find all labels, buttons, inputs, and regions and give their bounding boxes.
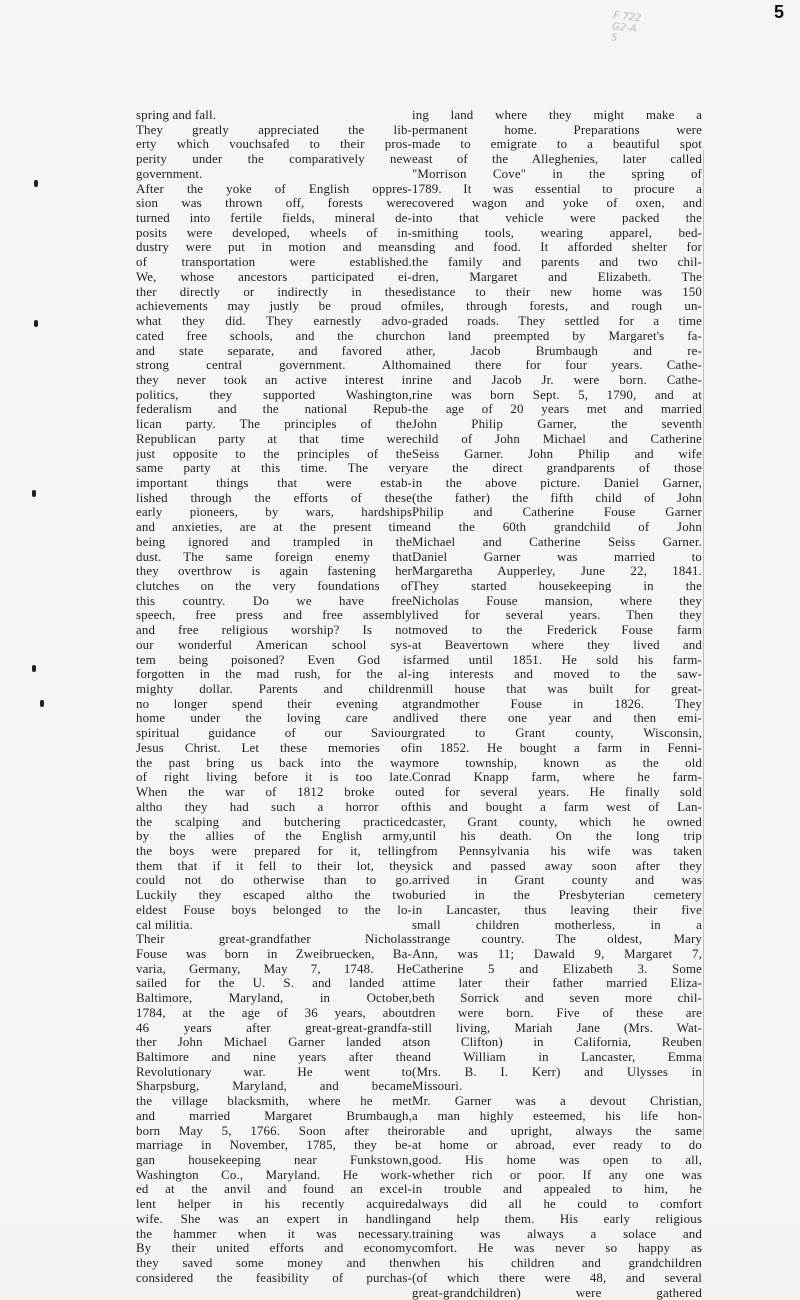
text-line: wife. She was an expert in handling [136, 1212, 412, 1227]
text-line: moved to the Frederick Fouse farm [412, 623, 702, 638]
text-line: ding and food. It afforded shelter for [412, 240, 702, 255]
text-line: grandmother Fouse in 1826. They [412, 697, 702, 712]
text-line: beth Sorrick and seven more chil- [412, 991, 702, 1006]
text-line: (Mrs. B. I. Kerr) and Ulysses in [412, 1065, 702, 1080]
text-line: caster, Grant county, which he owned [412, 815, 702, 830]
text-line: Conrad Knapp farm, where he farm- [412, 770, 702, 785]
text-line: turned into fertile fields, mineral de- [136, 211, 412, 226]
text-line: strong central government. Altho [136, 358, 412, 373]
text-line: covered wagon and yoke of oxen, and [412, 196, 702, 211]
text-line: Michael and Catherine Seiss Garner. [412, 535, 702, 550]
text-line: After the yoke of English oppres- [136, 182, 412, 197]
text-line: and the 60th grandchild of John [412, 520, 702, 535]
text-line: Luckily they escaped altho the two [136, 888, 412, 903]
text-line: and married Margaret Brumbaugh, [136, 1109, 412, 1124]
text-line: ther John Michael Garner landed at [136, 1035, 412, 1050]
text-line: tem being poisoned? Even God is [136, 653, 412, 668]
text-line: dren, Margaret and Elizabeth. The [412, 270, 702, 285]
text-line: ing land where they might make a [412, 108, 702, 123]
text-line: marriage in November, 1785, they be- [136, 1138, 412, 1153]
text-line: this and bought a farm west of Lan- [412, 800, 702, 815]
text-line: a man highly esteemed, his life hon- [412, 1109, 702, 1124]
text-line: eldest Fouse boys belonged to the lo- [136, 903, 412, 918]
text-line: They greatly appreciated the lib- [136, 123, 412, 138]
text-line: rine was born Sept. 5, 1790, and at [412, 388, 702, 403]
text-line: no longer spend their evening at [136, 697, 412, 712]
text-line: 1784, at the age of 36 years, about [136, 1006, 412, 1021]
pencil-annotation [610, 10, 683, 50]
text-line: early pioneers, by wars, hardships [136, 505, 412, 520]
text-line: forgotten in the mad rush, for the al- [136, 667, 412, 682]
text-line: sion was thrown off, forests were [136, 196, 412, 211]
text-line: of transportation were established. [136, 255, 412, 270]
margin-speck [40, 700, 44, 707]
text-line: and William in Lancaster, Emma [412, 1050, 702, 1065]
text-line: mained there for four years. Cathe- [412, 358, 702, 373]
text-line: in the above picture. Daniel Garner, [412, 476, 702, 491]
text-line: When the war of 1812 broke out [136, 785, 412, 800]
margin-speck [32, 490, 36, 497]
text-line: mighty dollar. Parents and children [136, 682, 412, 697]
text-line: in trouble and appealed to him, he [412, 1182, 702, 1197]
text-line: Margaretha Aupperley, June 22, 1841. [412, 564, 702, 579]
left-text-column [136, 108, 412, 1286]
text-line: the hammer when it was necessary. [136, 1227, 412, 1242]
text-line: Seiss Garner. John Philip and wife [412, 447, 702, 462]
text-line: the boys were prepared for it, telling [136, 844, 412, 859]
text-line: into that vehicle were packed the [412, 211, 702, 226]
text-line: same party at this time. The very [136, 461, 412, 476]
text-line: what they did. They earnestly advo- [136, 314, 412, 329]
text-line: graded roads. They settled for a time [412, 314, 702, 329]
text-line: Baltimore and nine years after the [136, 1050, 412, 1065]
text-line: ed for several years. He finally sold [412, 785, 702, 800]
text-line: whether rich or poor. If any one was [412, 1168, 702, 1183]
text-line: varia, Germany, May 7, 1748. He [136, 962, 412, 977]
text-line: Revolutionary war. He went to [136, 1065, 412, 1080]
text-line: the scalping and butchering practiced [136, 815, 412, 830]
text-line: politics, they supported Washington, [136, 388, 412, 403]
text-line: gan housekeeping near Funkstown, [136, 1153, 412, 1168]
text-line: smithing tools, wearing apparel, bed- [412, 226, 702, 241]
text-line: good. His home was open to all, [412, 1153, 702, 1168]
text-line: small children motherless, in a [412, 918, 702, 933]
text-line: the age of 20 years met and married [412, 402, 702, 417]
text-line: considered the feasibility of purchas- [136, 1271, 412, 1286]
text-line: on land preempted by Margaret's fa- [412, 329, 702, 344]
text-line: great-grandchildren) were gathered [412, 1286, 702, 1300]
text-line: at Beavertown where they lived and [412, 638, 702, 653]
text-line: ed at the anvil and found an excel- [136, 1182, 412, 1197]
column-edge-rule [703, 150, 704, 1140]
text-line: Republican party at that time were [136, 432, 412, 447]
text-line: Jesus Christ. Let these memories of [136, 741, 412, 756]
text-line: mill house that was built for great- [412, 682, 702, 697]
text-line: government. [136, 167, 412, 182]
text-line: altho they had such a horror of [136, 800, 412, 815]
text-line: Fouse was born in Zweibruecken, Ba- [136, 947, 412, 962]
text-line: sick and passed away soon after they [412, 859, 702, 874]
text-line: in 1852. He bought a farm in Fenni- [412, 741, 702, 756]
text-line: this country. Do we have free [136, 594, 412, 609]
text-line: and help them. His early religious [412, 1212, 702, 1227]
text-line: son Clifton) in California, Reuben [412, 1035, 702, 1050]
text-line: farmed until 1851. He sold his farm- [412, 653, 702, 668]
text-line: in Lancaster, thus leaving their five [412, 903, 702, 918]
text-line: John Philip Garner, the seventh [412, 417, 702, 432]
text-line: home under the loving care and [136, 711, 412, 726]
text-line: they saved some money and then [136, 1256, 412, 1271]
text-line: could not do otherwise than to go. [136, 873, 412, 888]
right-text-column [412, 108, 702, 1300]
text-line: Sharpsburg, Maryland, and became [136, 1079, 412, 1094]
pencil-note-line: 5 [610, 32, 681, 50]
text-line: comfort. He was never so happy as [412, 1241, 702, 1256]
text-line: clutches on the very foundations of [136, 579, 412, 594]
text-line: lived there one year and then emi- [412, 711, 702, 726]
text-line: them that if it fell to their lot, they [136, 859, 412, 874]
text-line: "Morrison Cove" in the spring of [412, 167, 702, 182]
text-line: dust. The same foreign enemy that [136, 550, 412, 565]
text-line: cated free schools, and the church [136, 329, 412, 344]
text-line: the village blacksmith, where he met [136, 1094, 412, 1109]
text-line: lished through the efforts of these [136, 491, 412, 506]
text-line: and anxieties, are at the present time [136, 520, 412, 535]
text-line: still living, Mariah Jane (Mrs. Wat- [412, 1021, 702, 1036]
text-line: training was always a solace and [412, 1227, 702, 1242]
text-line: permanent home. Preparations were [412, 123, 702, 138]
text-line: the family and parents and two chil- [412, 255, 702, 270]
text-line: ing interests and moved to the saw- [412, 667, 702, 682]
text-line: by the allies of the English army, [136, 829, 412, 844]
text-line: rine and Jacob Jr. were born. Cathe- [412, 373, 702, 388]
text-line: grated to Grant county, Wisconsin, [412, 726, 702, 741]
text-line: federalism and the national Repub- [136, 402, 412, 417]
text-line: cal militia. [136, 918, 412, 933]
text-line: born May 5, 1766. Soon after their [136, 1124, 412, 1139]
text-line: important things that were estab- [136, 476, 412, 491]
text-line: Nicholas Fouse mansion, where they [412, 594, 702, 609]
text-line: (of which there were 48, and several [412, 1271, 702, 1286]
text-line: sailed for the U. S. and landed at [136, 976, 412, 991]
text-line: lived for several years. Then they [412, 608, 702, 623]
text-line: Their great-grandfather Nicholas [136, 932, 412, 947]
text-line: arrived in Grant county and was [412, 873, 702, 888]
text-line: Catherine 5 and Elizabeth 3. Some [412, 962, 702, 977]
text-line: lent helper in his recently acquired [136, 1197, 412, 1212]
text-line: posits were developed, wheels of in- [136, 226, 412, 241]
text-line: and free religious worship? Is not [136, 623, 412, 638]
text-line: east of the Alleghenies, later called [412, 152, 702, 167]
text-line: Philip and Catherine Fouse Garner [412, 505, 702, 520]
text-line: miles, through forests, and rough un- [412, 299, 702, 314]
text-line: Baltimore, Maryland, in October, [136, 991, 412, 1006]
text-line: We, whose ancestors participated ei- [136, 270, 412, 285]
text-line: from Pennsylvania his wife was taken [412, 844, 702, 859]
text-line: spiritual guidance of our Saviour [136, 726, 412, 741]
text-line: 1789. It was essential to procure a [412, 182, 702, 197]
text-line: ther directly or indirectly in these [136, 285, 412, 300]
text-line: Ann, was 11; Dawald 9, Margaret 7, [412, 947, 702, 962]
text-line: Daniel Garner was married to [412, 550, 702, 565]
text-line: always did all he could to comfort [412, 1197, 702, 1212]
text-line: our wonderful American school sys- [136, 638, 412, 653]
text-line: 46 years after great-great-grandfa- [136, 1021, 412, 1036]
page-number: 5 [774, 2, 784, 23]
text-line: child of John Michael and Catherine [412, 432, 702, 447]
text-line: lican party. The principles of the [136, 417, 412, 432]
text-line: They started housekeeping in the [412, 579, 702, 594]
pencil-note-line: G2-A [612, 21, 683, 39]
text-line: Washington Co., Maryland. He work- [136, 1168, 412, 1183]
text-line: By their united efforts and economy [136, 1241, 412, 1256]
text-line: dren were born. Five of these are [412, 1006, 702, 1021]
text-line: of right living before it is too late. [136, 770, 412, 785]
text-line: distance to their new home was 150 [412, 285, 702, 300]
margin-speck [32, 665, 36, 672]
text-line: buried in the Presbyterian cemetery [412, 888, 702, 903]
text-line: Mr. Garner was a devout Christian, [412, 1094, 702, 1109]
text-line: Missouri. [412, 1079, 702, 1094]
text-line: ther, Jacob Brumbaugh and re- [412, 344, 702, 359]
text-line: until his death. On the long trip [412, 829, 702, 844]
text-line: just opposite to the principles of the [136, 447, 412, 462]
text-line: at home or abroad, ever ready to do [412, 1138, 702, 1153]
text-line: the past bring us back into the way [136, 756, 412, 771]
text-line: achievements may justly be proud of [136, 299, 412, 314]
text-line: speech, free press and free assembly [136, 608, 412, 623]
text-line: are the direct grandparents of those [412, 461, 702, 476]
pencil-note-line: F 722 [613, 10, 684, 28]
text-line: and state separate, and favored a [136, 344, 412, 359]
text-line: (the father) the fifth child of John [412, 491, 702, 506]
margin-speck [34, 320, 38, 327]
text-line: dustry were put in motion and means [136, 240, 412, 255]
text-line: perity under the comparatively new [136, 152, 412, 167]
text-line: they overthrow is again fastening her [136, 564, 412, 579]
margin-speck [34, 180, 38, 187]
text-line: strange country. The oldest, Mary [412, 932, 702, 947]
text-line: erty which vouchsafed to their pros- [136, 137, 412, 152]
text-line: being ignored and trampled in the [136, 535, 412, 550]
text-line: spring and fall. [136, 108, 412, 123]
text-line: they never took an active interest in [136, 373, 412, 388]
text-line: time later their father married Eliza- [412, 976, 702, 991]
text-line: orable and upright, always the same [412, 1124, 702, 1139]
text-line: made to emigrate to a beautiful spot [412, 137, 702, 152]
text-line: when his children and grandchildren [412, 1256, 702, 1271]
text-line: more township, known as the old [412, 756, 702, 771]
